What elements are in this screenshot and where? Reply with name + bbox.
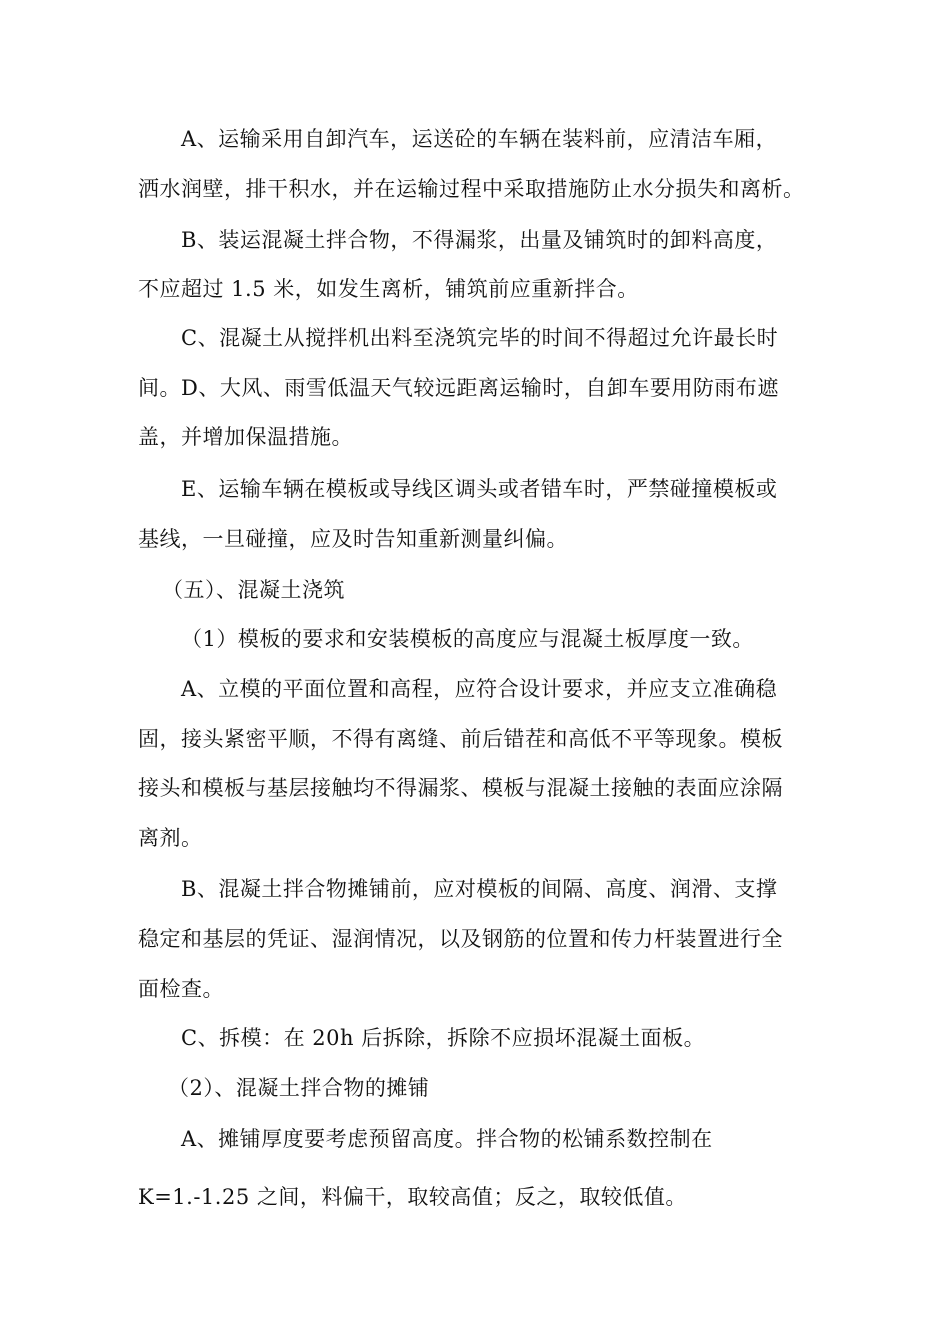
text-line: 基线，一旦碰撞，应及时告知重新测量纠偏。 (138, 527, 568, 551)
text-line: A、运输采用自卸汽车，运送砼的车辆在装料前，应清洁车厢， (181, 127, 778, 151)
text-line: 稳定和基层的凭证、湿润情况，以及钢筋的位置和传力杆装置进行全 (138, 927, 783, 951)
text-line: 间。D、大风、雨雪低温天气较远距离运输时，自卸车要用防雨布遮 (138, 376, 779, 400)
subsection-heading: （1）模板的要求和安装模板的高度应与混凝土板厚度一致。 (181, 627, 754, 651)
text-line: 固，接头紧密平顺，不得有离缝、前后错茬和高低不平等现象。模板 (138, 727, 783, 751)
text-line: A、摊铺厚度要考虑预留高度。拌合物的松铺系数控制在 (181, 1127, 713, 1151)
text-line: 面检查。 (138, 977, 224, 1001)
text-line: 不应超过 1.5 米，如发生离析，铺筑前应重新拌合。 (138, 277, 639, 301)
text-line: K=1.-1.25 之间，料偏干，取较高值；反之，取较低值。 (138, 1185, 687, 1209)
text-line: E、运输车辆在模板或导线区调头或者错车时，严禁碰撞模板或 (181, 477, 778, 501)
text-line: 接头和模板与基层接触均不得漏浆、模板与混凝土接触的表面应涂隔 (138, 776, 783, 800)
text-line: 盖，并增加保温措施。 (138, 425, 353, 449)
text-line: C、混凝土从搅拌机出料至浇筑完毕的时间不得超过允许最长时 (181, 326, 779, 350)
text-line: C、拆模：在 20h 后拆除，拆除不应损坏混凝土面板。 (181, 1026, 706, 1050)
text-line: 离剂。 (138, 826, 203, 850)
text-line: B、装运混凝土拌合物，不得漏浆，出量及铺筑时的卸料高度， (181, 228, 778, 252)
text-line: B、混凝土拌合物摊铺前，应对模板的间隔、高度、润滑、支撑 (181, 877, 778, 901)
section-heading: （五）、混凝土浇筑 (162, 578, 345, 602)
subsection-heading: （2）、混凝土拌合物的摊铺 (168, 1076, 430, 1100)
text-line: A、立模的平面位置和高程，应符合设计要求，并应支立准确稳 (181, 677, 778, 701)
text-line: 洒水润壁，排干积水，并在运输过程中采取措施防止水分损失和离析。 (138, 177, 805, 201)
